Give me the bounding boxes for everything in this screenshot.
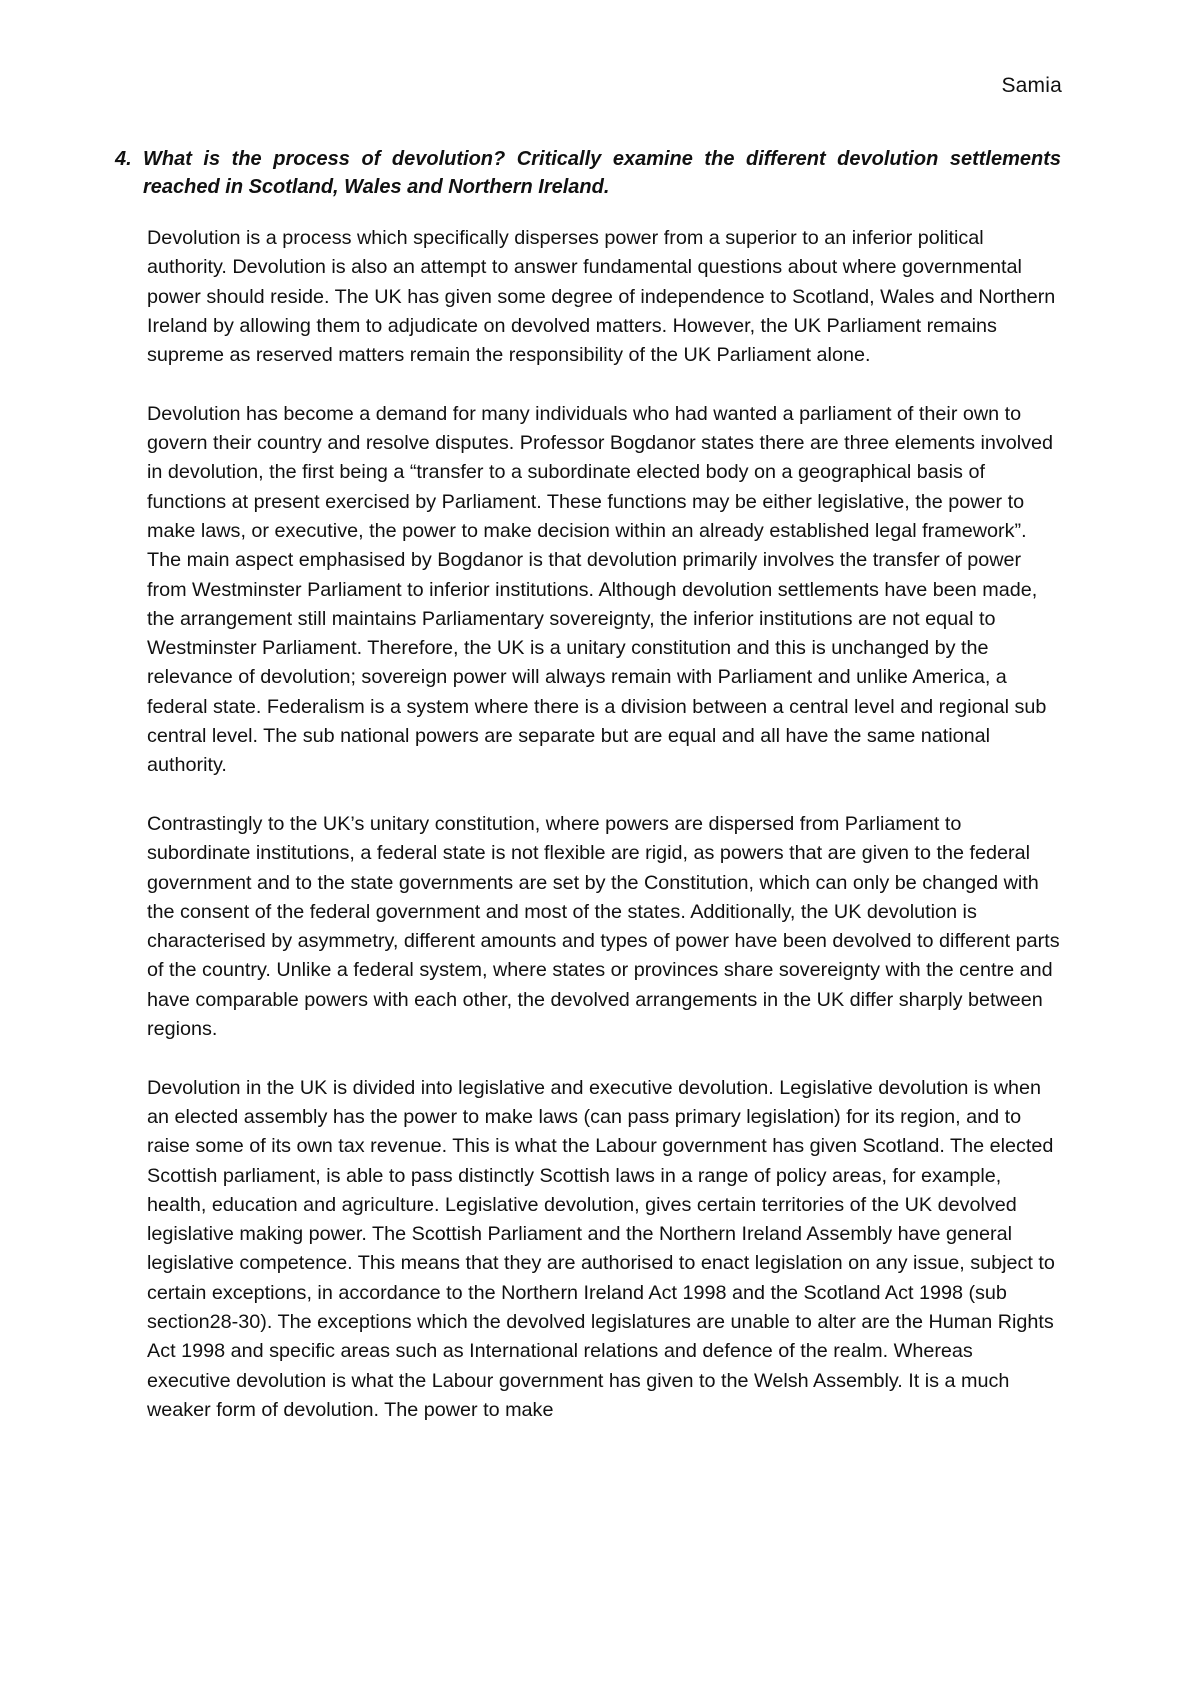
- paragraph-4: Devolution in the UK is divided into legislative and executive devolution. Legislative devolution is when an elected assembly has the power to make laws (can pass primary legislation) for its region, and to raise some of its own tax revenue. This is what the Labour government has given Scotland. The elected Scottish parliament, is able to pass distinctly Scottish laws in a range of policy areas, for example, health, education and agriculture. Legislative devolution, gives certain territories of the UK devolved legislative making power. The Scottish Parliament and the Northern Ireland Assembly have general legislative competence. This means that they are authorised to enact legislation on any issue, subject to certain exceptions, in accordance to the Northern Ireland Act 1998 and the Scotland Act 1998 (sub section28-30). The exceptions which the devolved legislatures are unable to alter are the Human Rights Act 1998 and specific areas such as International relations and defence of the realm. Whereas executive devolution is what the Labour government has given to the Welsh Assembly. It is a much weaker form of devolution. The power to make: [147, 1076, 1055, 1421]
- paragraph-1: Devolution is a process which specifically disperses power from a superior to an inferior political authority. Devolution is also an attempt to answer fundamental questions about where governmental power should reside. The UK has given some degree of independence to Scotland, Wales and Northern Ireland by allowing them to adjudicate on devolved matters. However, the UK Parliament remains supreme as reserved matters remain the responsibility of the UK Parliament alone.: [147, 227, 1056, 367]
- paragraph-2: Devolution has become a demand for many individuals who had wanted a parliament of their own to govern their country and resolve disputes. Professor Bogdanor states there are three elements involved in devolution, the first being a “transfer to a subordinate elected body on a geographical basis of functions at present exercised by Parliament. These functions may be either legislative, the power to make laws, or executive, the power to make decision within an already established legal framework”. The main aspect emphasised by Bogdanor is that devolution primarily involves the transfer of power from Westminster Parliament to inferior institutions. Although devolution settlements have been made, the arrangement still maintains Parliamentary sovereignty, the inferior institutions are not equal to Westminster Parliament. Therefore, the UK is a unitary constitution and this is unchanged by the relevance of devolution; sovereign power will always remain with Parliament and unlike America, a federal state. Federalism is a system where there is a division between a central level and regional sub central level. The sub national powers are separate but are equal and all have the same national authority.: [147, 402, 1054, 777]
- paragraph-3: Contrastingly to the UK’s unitary constitution, where powers are dispersed from Parliament to subordinate institutions, a federal state is not flexible are rigid, as powers that are given to the federal government and to the state governments are set by the Constitution, which can only be changed with the consent of the federal government and most of the states. Additionally, the UK devolution is characterised by asymmetry, different amounts and types of power have been devolved to different parts of the country. Unlike a federal system, where states or provinces share sovereignty with the centre and have comparable powers with each other, the devolved arrangements in the UK differ sharply between regions.: [147, 812, 1060, 1041]
- author-name: Samia: [1001, 74, 1062, 97]
- question-number: 4.: [115, 148, 132, 170]
- essay-question: [115, 145, 1061, 201]
- question-text: What is the process of devolution? Critically examine the different devolution settlements reached in Scotland, Wales and Northern Ireland.: [143, 148, 1061, 198]
- essay-body: [147, 224, 1060, 1454]
